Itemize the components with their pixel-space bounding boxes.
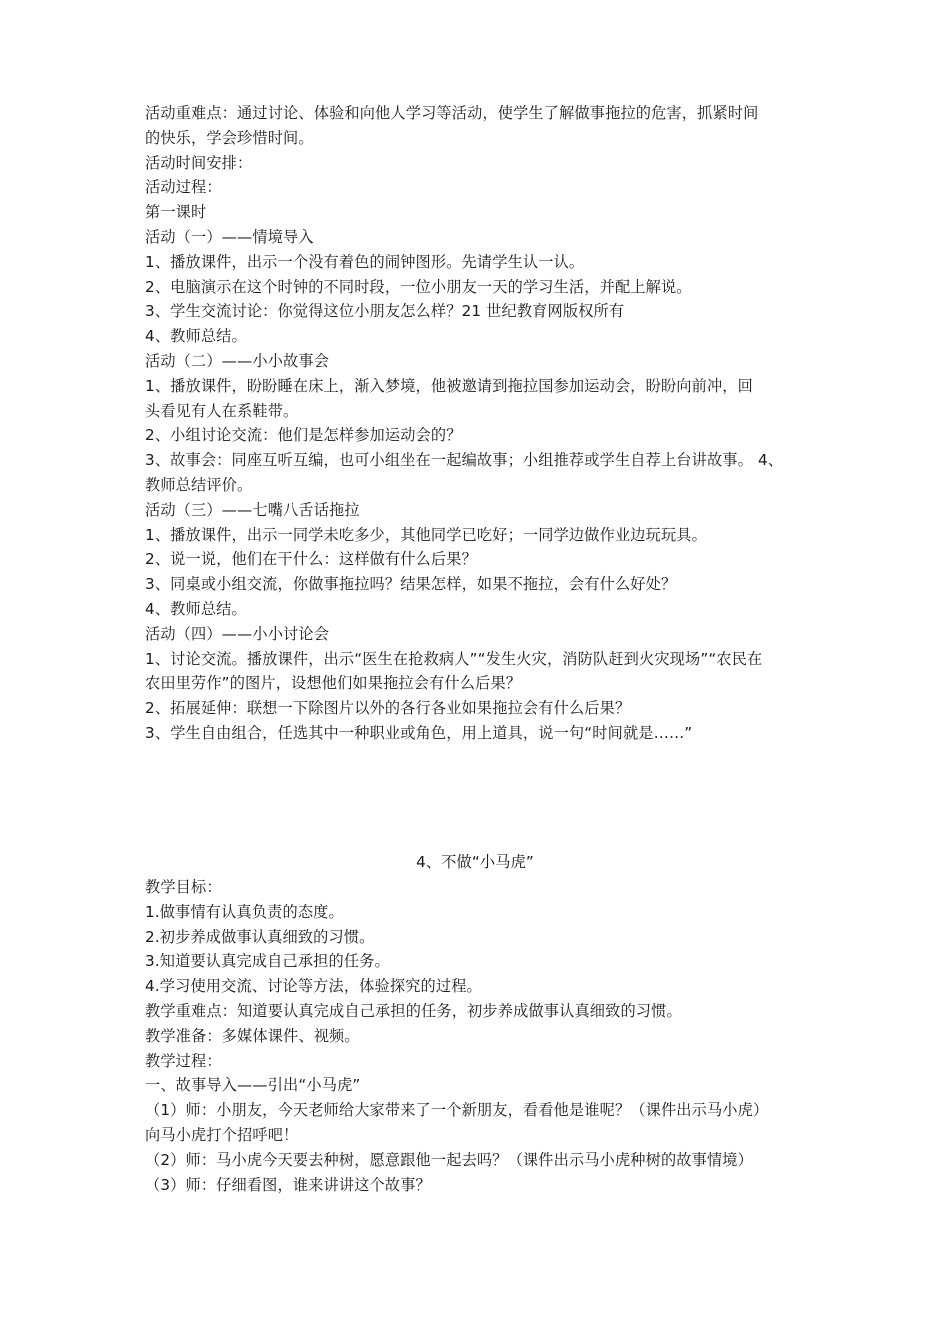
text-line: 教师总结评价。	[145, 476, 253, 494]
text-line: 农田里劳作”的图片，设想他们如果拖拉会有什么后果？	[145, 674, 522, 693]
text-line: 1.做事情有认真负责的态度。	[145, 902, 344, 921]
text-line: 活动（四）——小小讨论会	[145, 624, 330, 643]
text-line: 3.知道要认真完成自己承担的任务。	[145, 952, 390, 971]
lesson-title: 4、不做“小马虎”	[416, 853, 534, 871]
text-line: 一、故事导入——引出“小马虎”	[145, 1076, 361, 1095]
text-line: 3、故事会：同座互听互编，也可小组坐在一起编故事；小组推荐或学生自荐上台讲故事。 4、	[145, 451, 784, 470]
text-line: 2、拓展延伸：联想一下除图片以外的各行各业如果拖拉会有什么后果？	[145, 699, 631, 718]
text-line: 活动重难点：通过讨论、体验和向他人学习等活动，使学生了解做事拖拉的危害，抓紧时间	[145, 104, 759, 122]
text-line: 1、播放课件，出示一同学未吃多少，其他同学已吃好；一同学边做作业边玩玩具。	[145, 525, 707, 544]
text-line: 1、讨论交流。播放课件，出示“医生在抢救病人”“发生火灾，消防队赶到火灾现场”“农民在	[145, 649, 763, 668]
text-line: 的快乐，学会珍惜时间。	[145, 128, 314, 147]
text-line: 2、说一说，他们在干什么：这样做有什么后果？	[145, 550, 477, 569]
text-line: 4、教师总结。	[145, 327, 247, 346]
text-line: 头看见有人在系鞋带。	[145, 401, 299, 420]
text-line: 活动时间安排：	[145, 153, 253, 172]
text-line: （3）师：仔细看图，谁来讲讲这个故事？	[145, 1175, 431, 1194]
text-line: 活动（三）——七嘴八舌话拖拉	[145, 500, 360, 519]
text-line: 教学准备：多媒体课件、视频。	[145, 1026, 360, 1045]
text-line: 活动过程：	[145, 178, 222, 197]
text-line: 2、小组讨论交流：他们是怎样参加运动会的？	[145, 426, 462, 445]
text-line: 教学重难点：知道要认真完成自己承担的任务，初步养成做事认真细致的习惯。	[145, 1002, 682, 1020]
text-line: （1）师：小朋友，今天老师给大家带来了一个新朋友，看看他是谁呢？（课件出示马小虎）	[145, 1101, 769, 1120]
text-line: 3、学生自由组合，任选其中一种职业或角色，用上道具，说一句“时间就是……”	[145, 724, 693, 742]
text-line: 4、教师总结。	[145, 600, 247, 618]
text-line: 3、同桌或小组交流，你做事拖拉吗？结果怎样，如果不拖拉，会有什么好处？	[145, 575, 677, 594]
text-line: 向马小虎打个招呼吧！	[145, 1126, 299, 1144]
text-line: 3、学生交流讨论：你觉得这位小朋友怎么样？21 世纪教育网版权所有	[145, 302, 625, 321]
text-line: 1、播放课件，盼盼睡在床上，渐入梦境，他被邀请到拖拉国参加运动会，盼盼向前冲，回	[145, 376, 753, 395]
text-line: 2、电脑演示在这个时钟的不同时段，一位小朋友一天的学习生活，并配上解说。	[145, 277, 692, 296]
text-line: （2）师：马小虎今天要去种树，愿意跟他一起去吗？（课件出示马小虎种树的故事情境）	[145, 1150, 753, 1169]
text-line: 教学目标：	[145, 878, 222, 896]
text-line: 活动（一）——情境导入	[145, 228, 314, 246]
text-line: 活动（二）——小小故事会	[145, 352, 330, 370]
text-line: 第一课时	[145, 203, 207, 222]
text-line: 1、播放课件，出示一个没有着色的闹钟图形。先请学生认一认。	[145, 252, 585, 271]
text-line: 4.学习使用交流、讨论等方法，体验探究的过程。	[145, 977, 482, 996]
text-line: 教学过程：	[145, 1051, 222, 1070]
text-line: 2.初步养成做事认真细致的习惯。	[145, 927, 375, 946]
